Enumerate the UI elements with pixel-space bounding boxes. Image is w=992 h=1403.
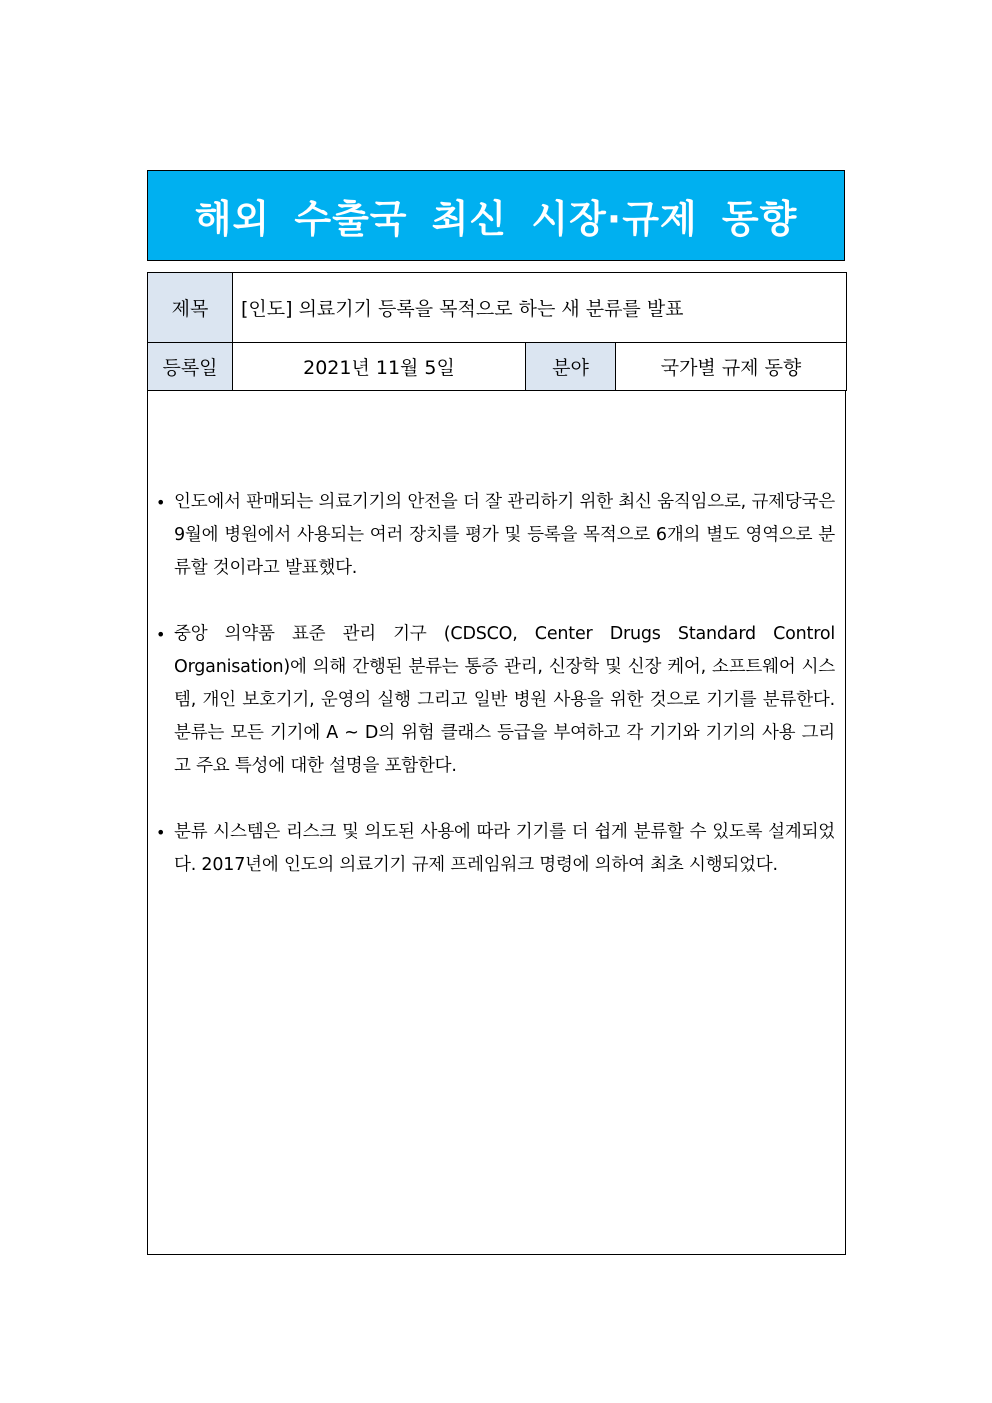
date-value: 2021년 11월 5일 [233, 343, 526, 391]
bullet-item: • 중앙 의약품 표준 관리 기구 (CDSCO, Center Drugs Standard Control Organisation)에 의해 간행된 분류는 통증 관리, 신장학 및 신장 케어, 소프트웨어 시스템, 개인 보호기기, 운영의 실행 그리고 일반 병원 사용을 위한 것으로 기기를 분류한다. 분류는 모든 기기에 A ~ D의 위험 클래스 등급을 부여하고 각 기기와 기기의 사용 그리고 주요 특성에 대한 설명을 포함한다. [148, 618, 847, 783]
bullet-item: • 분류 시스템은 리스크 및 의도된 사용에 따라 기기를 더 쉽게 분류할 수 있도록 설계되었다. 2017년에 인도의 의료기기 규제 프레임워크 명령에 의하여 최초 시행되었다. [148, 816, 847, 882]
field-label: 분야 [526, 343, 616, 391]
title-label: 제목 [148, 273, 233, 343]
meta-row [148, 343, 847, 391]
content-box [147, 390, 846, 1255]
title-row [148, 273, 847, 343]
title-value: [인도] 의료기기 등록을 목적으로 하는 새 분류를 발표 [233, 273, 847, 343]
bullet-item: • 인도에서 판매되는 의료기기의 안전을 더 잘 관리하기 위한 최신 움직임으로, 규제당국은 9월에 병원에서 사용되는 여러 장치를 평가 및 등록을 목적으로 6개의 별도 영역으로 분류할 것이라고 발표했다. [148, 486, 847, 585]
bullet-list [148, 486, 847, 915]
field-value: 국가별 규제 동향 [616, 343, 847, 391]
banner-title: 해외 수출국 최신 시장·규제 동향 [194, 197, 798, 241]
header-banner [147, 170, 845, 261]
date-label: 등록일 [148, 343, 233, 391]
info-table [147, 272, 847, 391]
